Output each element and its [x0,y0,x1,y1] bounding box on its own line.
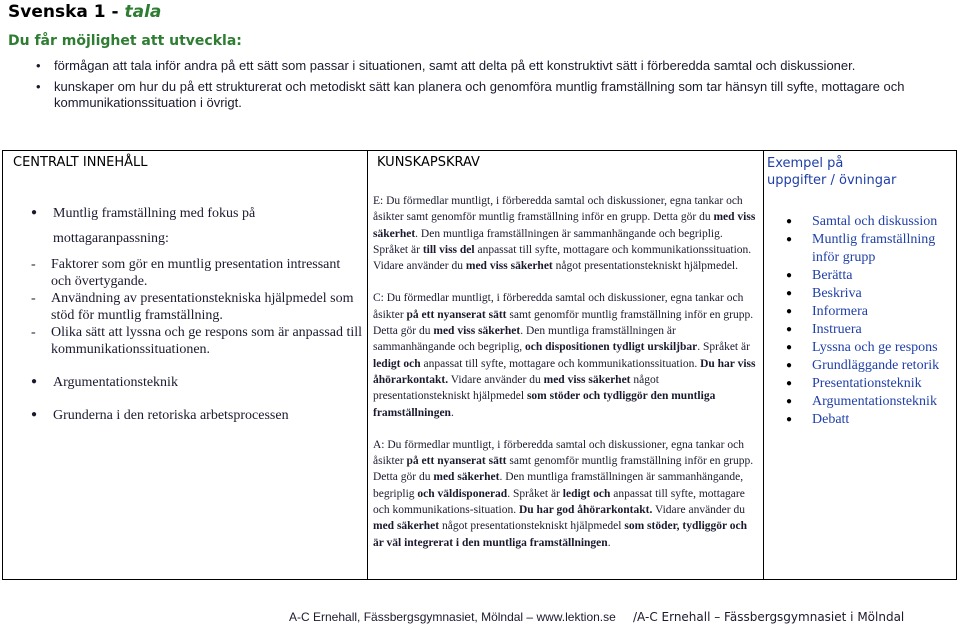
page-title [8,2,161,22]
content-dash-item: - Olika sätt att lyssna och ge respons som är anpassad till kommunikationssituationen. [31,324,363,358]
grade-e-paragraph [373,193,758,274]
grade-c-emphasis: med viss säkerhet [543,373,631,386]
content-item-text: Muntlig framställning med fokus på [53,206,256,221]
grade-e-emphasis: med viss säkerhet [373,211,756,240]
grade-c-emphasis: och dispositionen tydligt urskiljbar [525,341,698,354]
grade-a-emphasis: på ett nyanserat sätt [406,455,507,468]
grade-c-emphasis: med viss säkerhet [433,325,521,338]
grade-c-emphasis: ledigt och [373,357,421,370]
content-dash-item: - Faktorer som gör en muntlig presentation intressant och övertygande. [31,256,363,290]
grade-a-text: . [607,536,611,549]
grade-e-emphasis: med viss säkerhet [465,260,553,273]
example-item: ● Berätta [786,267,956,285]
header-central-content: CENTRALT INNEHÅLL [13,155,148,170]
header-knowledge-requirements: KUNSKAPSKRAV [377,155,480,170]
content-item-text-continued: mottagaranpassning: [53,231,169,246]
content-item-text: Grunderna i den retoriska arbetsprocessen [53,408,289,423]
grade-a-text: anpassat till syfte, mottagare och kommunikations-situation. [373,487,745,517]
grade-e-emphasis: till viss del [422,243,475,256]
grade-c-text: . Språket är [697,341,750,354]
grade-a-text: . Språket är [507,487,563,500]
column-divider [763,151,764,579]
content-bullet-item [31,375,363,391]
grade-a-emphasis: och väldisponerad [417,487,508,500]
grade-c-text: . [450,406,454,419]
goals-list [36,58,936,116]
grade-a-emphasis: med säkerhet [373,520,440,533]
title-main: Svenska 1 - [8,2,125,22]
grade-c-text: något presentationstekniskt hjälpmedel [373,373,659,403]
grade-a-text: Vidare använder du [652,504,745,517]
examples-list [786,213,956,429]
example-item: ● Argumentationsteknik [786,393,956,411]
grade-a-emphasis: som stöder, tydliggör och är väl integrerat i den muntliga framställningen [373,520,748,549]
knowledge-requirements-column [373,193,758,567]
content-bullet-item [31,408,363,424]
grade-e-text: något presentationstekniskt hjälpmedel. [552,260,739,273]
example-item: ● Muntlig framställning inför grupp [786,231,956,267]
grade-c-text: samt genomför muntlig framställning inför en grupp. Detta gör du [373,308,754,338]
header-examples [767,155,896,189]
header-examples-line1: Exempel på [767,156,844,171]
central-content-column [31,206,363,424]
grade-c-text: Vidare använder du [448,373,544,386]
grade-a-emphasis: med säkerhet [433,471,500,484]
grade-c-text: C: Du förmedlar muntligt, i förberedda samtal och diskussioner, egna tankar och åsikter [373,292,744,321]
grade-a-text: . Den muntliga framställningen är sammanhängande, begriplig [373,471,744,500]
grade-c-paragraph [373,290,758,420]
goal-item: • förmågan att tala inför andra på ett sätt som passar i situationen, samt att delta på ett konstruktivt sätt i förberedda samtal och diskussioner. [36,58,936,74]
section-subtitle: Du får möjlighet att utveckla: [8,33,242,49]
grade-e-text: E: Du förmedlar muntligt, i förberedda samtal och diskussioner, egna tankar och åsikter samt genomför muntlig framställning inför en grupp. Detta gör du [373,195,743,224]
grade-c-emphasis: som stöder och tydliggör den muntliga framställningen [373,390,716,419]
example-item: ● Samtal och diskussion [786,213,956,231]
example-item: ● Beskriva [786,285,956,303]
grade-c-text: anpassat till syfte, mottagare och kommunikationssituation. [420,357,701,370]
example-item: ● Debatt [786,411,956,429]
example-item: ● Presentationsteknik [786,375,956,393]
example-item: ● Informera [786,303,956,321]
grade-e-text: anpassat till syfte, mottagare och kommunikationssituation. Vidare använder du [373,243,752,273]
content-bullet-item [31,206,363,222]
grade-e-text: . Den muntliga framställningen är sammanhängande och begriplig. Språket är [373,227,723,256]
column-divider [367,151,368,579]
grade-a-emphasis: ledigt och [562,487,611,500]
grade-a-paragraph [373,437,758,551]
curriculum-table [2,150,957,580]
grade-c-emphasis: Du har viss åhörarkontakt. [373,357,756,386]
grade-a-text: samt genomför muntlig framställning inför en grupp. Detta gör du [373,455,754,484]
goal-item: • kunskaper om hur du på ett strukturerat och metodiskt sätt kan planera och genomföra muntlig framställning som tar hänsyn till syfte, mottagare och kommunikationssituation i övrigt. [36,79,936,111]
example-item: ● Lyssna och ge respons [786,339,956,357]
header-examples-line2: uppgifter / övningar [767,173,897,188]
grade-c-text: . Den muntliga framställningen är sammanhängande och begriplig, [373,325,676,354]
content-item-text: Argumentationsteknik [53,375,178,390]
grade-a-text: A: Du förmedlar muntligt, i förberedda samtal och diskussioner, egna tankar och åsikter [373,438,744,468]
example-item: ● Grundläggande retorik [786,357,956,375]
example-item: ● Instruera [786,321,956,339]
content-dash-item: - Användning av presentationstekniska hjälpmedel som stöd för muntlig framställning. [31,290,363,324]
grade-a-emphasis: Du har god åhörarkontakt. [518,504,653,517]
grade-c-emphasis: på ett nyanserat sätt [406,308,507,321]
grade-a-text: något presentationstekniskt hjälpmedel [439,520,625,533]
footer-credit-right: /A-C Ernehall – Fässbergsgymnasiet i Mölndal [633,610,905,624]
title-accent: tala [124,2,162,22]
footer-credit: A-C Ernehall, Fässbergsgymnasiet, Mölndal – www.lektion.se [289,610,616,624]
